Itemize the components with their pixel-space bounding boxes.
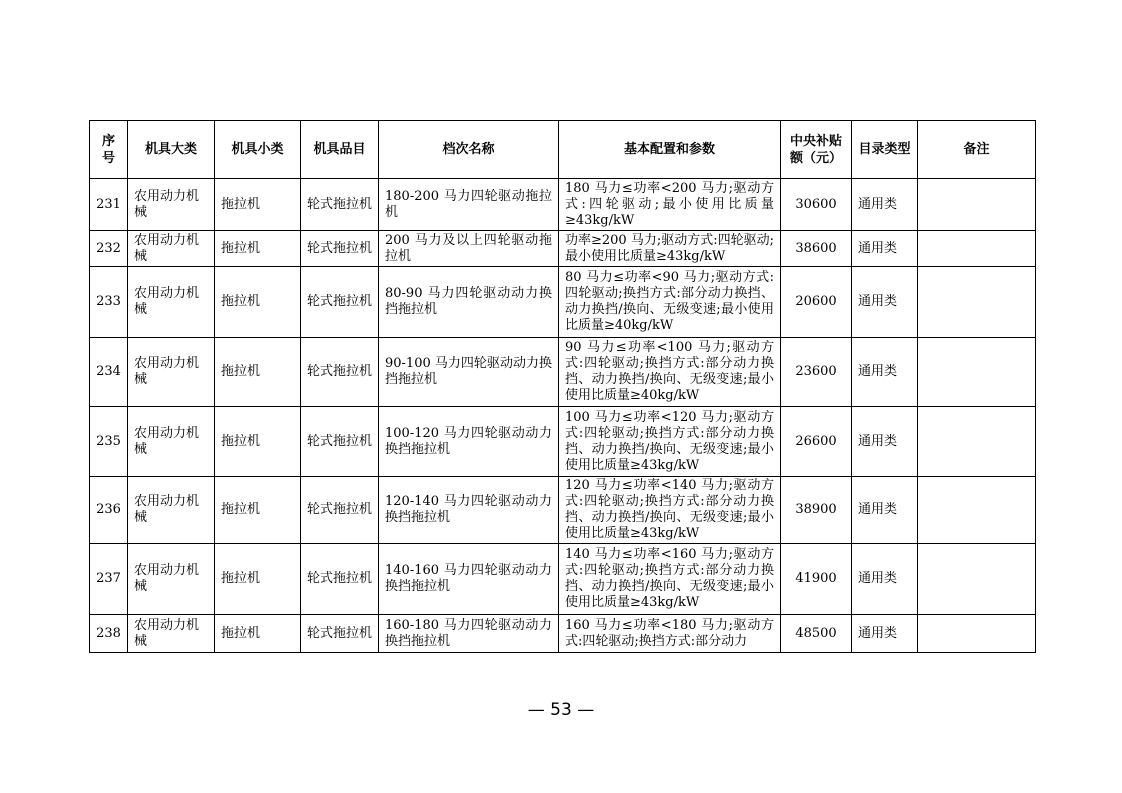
cell-subsidy-text: 20600 [795,294,837,309]
cell-type-text: 通用类 [858,433,898,449]
cell-major-category-text: 农用动力机械 [134,356,200,387]
cell-no-text: 237 [96,571,121,586]
header-subsidy: 中央补贴额（元） [781,121,852,179]
cell-item-text: 轮式拖拉机 [307,571,372,586]
cell-item [301,231,379,267]
cell-type-text: 通用类 [858,364,898,379]
cell-config [559,544,781,615]
cell-minor-category-text: 拖拉机 [221,502,261,517]
cell-item [301,477,379,544]
cell-minor-category-text: 拖拉机 [221,433,261,449]
cell-type-text: 通用类 [858,196,898,212]
cell-minor-category [215,338,301,407]
cell-grade-text: 160-180 马力四轮驱动动力换挡拖拉机 [385,617,552,649]
page-number: — 53 — [527,700,595,720]
cell-item-text: 轮式拖拉机 [307,196,372,212]
cell-grade [379,179,559,231]
cell-type [852,544,918,615]
cell-major-category-text: 农用动力机械 [134,188,200,220]
cell-config-text: 180 马力≤功率<200 马力;驱动方式:四轮驱动;最小使用比质量≥43kg/kW [565,180,774,228]
cell-grade-text: 180-200 马力四轮驱动拖拉机 [385,188,552,220]
cell-item-text: 轮式拖拉机 [307,625,372,641]
cell-item-text: 轮式拖拉机 [307,502,372,517]
header-type: 目录类型 [852,121,918,179]
cell-no [90,477,128,544]
header-row [90,121,1036,179]
cell-major-category [128,338,215,407]
cell-major-category [128,179,215,231]
table-row [90,477,1036,544]
cell-no [90,544,128,615]
cell-type-text: 通用类 [858,571,898,586]
cell-minor-category [215,267,301,338]
cell-grade [379,477,559,544]
cell-type [852,179,918,231]
cell-grade [379,407,559,477]
cell-subsidy [781,179,852,231]
cell-config-text: 140 马力≤功率<160 马力;驱动方式:四轮驱动;换挡方式:部分动力换挡、动力换挡/换向、无级变速;最小使用比质量≥43kg/kW [565,547,774,610]
cell-no-text: 232 [96,240,121,256]
cell-config [559,231,781,267]
cell-grade-text: 100-120 马力四轮驱动动力换挡拖拉机 [385,425,552,457]
cell-major-category-text: 农用动力机械 [134,494,200,525]
cell-config [559,338,781,407]
cell-minor-category-text: 拖拉机 [221,196,261,212]
cell-no-text: 233 [96,294,121,309]
cell-config-text: 100 马力≤功率<120 马力;驱动方式:四轮驱动;换挡方式:部分动力换挡、动力换挡/换向、无级变速;最小使用比质量≥43kg/kW [565,409,774,473]
cell-minor-category-text: 拖拉机 [221,364,261,379]
header-minor-category: 机具小类 [215,121,301,179]
cell-subsidy [781,544,852,615]
cell-grade [379,615,559,653]
cell-minor-category-text: 拖拉机 [221,625,261,641]
cell-type-text: 通用类 [858,294,898,309]
cell-item [301,267,379,338]
cell-note [918,231,1036,267]
cell-grade-text: 200 马力及以上四轮驱动拖拉机 [385,232,552,264]
cell-no [90,615,128,653]
cell-no-text: 231 [96,196,121,212]
cell-major-category [128,267,215,338]
header-major-category: 机具大类 [128,121,215,179]
cell-config-text: 160 马力≤功率<180 马力;驱动方式:四轮驱动;换挡方式:部分动力 [565,617,774,649]
cell-note [918,544,1036,615]
cell-subsidy-text: 38600 [795,240,837,256]
cell-no [90,231,128,267]
table-row [90,179,1036,231]
cell-grade-text: 90-100 马力四轮驱动动力换挡拖拉机 [385,356,552,387]
header-grade: 档次名称 [379,121,559,179]
cell-grade [379,338,559,407]
header-item: 机具品目 [301,121,379,179]
cell-subsidy [781,231,852,267]
cell-grade-text: 120-140 马力四轮驱动动力换挡拖拉机 [385,494,552,525]
cell-major-category [128,544,215,615]
cell-no-text: 238 [96,625,121,641]
cell-major-category [128,615,215,653]
cell-no-text: 235 [96,433,121,449]
cell-grade [379,267,559,338]
cell-subsidy [781,267,852,338]
cell-type-text: 通用类 [858,625,898,641]
cell-config-text: 功率≥200 马力;驱动方式:四轮驱动;最小使用比质量≥43kg/kW [565,232,774,264]
cell-config-text: 90 马力≤功率<100 马力;驱动方式:四轮驱动;换挡方式:部分动力换挡、动力换挡/换向、无级变速;最小使用比质量≥40kg/kW [565,340,774,403]
cell-grade-text: 140-160 马力四轮驱动动力换挡拖拉机 [385,563,552,594]
cell-major-category-text: 农用动力机械 [134,617,200,649]
cell-subsidy-text: 30600 [795,196,837,212]
cell-type-text: 通用类 [858,240,898,256]
cell-major-category-text: 农用动力机械 [134,286,200,317]
cell-type [852,338,918,407]
cell-no-text: 236 [96,502,121,517]
cell-subsidy-text: 48500 [795,625,837,641]
cell-type-text: 通用类 [858,502,898,517]
cell-no [90,407,128,477]
cell-grade [379,231,559,267]
cell-type [852,615,918,653]
cell-minor-category-text: 拖拉机 [221,240,261,256]
cell-major-category-text: 农用动力机械 [134,425,200,457]
cell-minor-category [215,407,301,477]
cell-subsidy-text: 26600 [795,433,837,449]
cell-note [918,407,1036,477]
header-note: 备注 [918,121,1036,179]
cell-config [559,407,781,477]
cell-minor-category [215,477,301,544]
cell-subsidy [781,338,852,407]
cell-no [90,338,128,407]
cell-config [559,615,781,653]
cell-minor-category [215,179,301,231]
cell-type [852,477,918,544]
cell-note [918,267,1036,338]
cell-item-text: 轮式拖拉机 [307,364,372,379]
cell-type [852,231,918,267]
table-row [90,544,1036,615]
cell-item [301,338,379,407]
cell-config [559,477,781,544]
table-row [90,407,1036,477]
cell-subsidy-text: 41900 [795,571,837,586]
cell-config-text: 120 马力≤功率<140 马力;驱动方式:四轮驱动;换挡方式:部分动力换挡、动力换挡/换向、无级变速;最小使用比质量≥43kg/kW [565,478,774,541]
subsidy-table [89,120,1036,653]
cell-no [90,179,128,231]
cell-note [918,615,1036,653]
cell-major-category-text: 农用动力机械 [134,232,200,264]
cell-grade-text: 80-90 马力四轮驱动动力换挡拖拉机 [385,286,552,317]
cell-major-category [128,477,215,544]
cell-minor-category-text: 拖拉机 [221,294,261,309]
cell-major-category-text: 农用动力机械 [134,563,200,594]
header-config: 基本配置和参数 [559,121,781,179]
header-no: 序号 [90,121,128,179]
cell-note [918,338,1036,407]
cell-no-text: 234 [96,364,121,379]
cell-item-text: 轮式拖拉机 [307,240,372,256]
cell-subsidy-text: 38900 [795,502,837,517]
cell-item [301,179,379,231]
cell-minor-category-text: 拖拉机 [221,571,261,586]
cell-config [559,179,781,231]
cell-minor-category [215,615,301,653]
cell-subsidy [781,407,852,477]
cell-item-text: 轮式拖拉机 [307,294,372,309]
cell-subsidy [781,477,852,544]
cell-note [918,477,1036,544]
table-row [90,338,1036,407]
cell-no [90,267,128,338]
cell-config-text: 80 马力≤功率<90 马力;驱动方式:四轮驱动;换挡方式:部分动力换挡、动力换挡/换向、无级变速;最小使用比质量≥40kg/kW [565,270,774,333]
cell-major-category [128,407,215,477]
cell-config [559,267,781,338]
cell-grade [379,544,559,615]
table-row [90,267,1036,338]
cell-type [852,267,918,338]
table-row [90,231,1036,267]
cell-major-category [128,231,215,267]
cell-subsidy-text: 23600 [795,364,837,379]
cell-item [301,615,379,653]
cell-type [852,407,918,477]
cell-note [918,179,1036,231]
cell-item [301,407,379,477]
cell-subsidy [781,615,852,653]
table-row [90,615,1036,653]
cell-item [301,544,379,615]
cell-item-text: 轮式拖拉机 [307,433,372,449]
cell-minor-category [215,231,301,267]
cell-minor-category [215,544,301,615]
